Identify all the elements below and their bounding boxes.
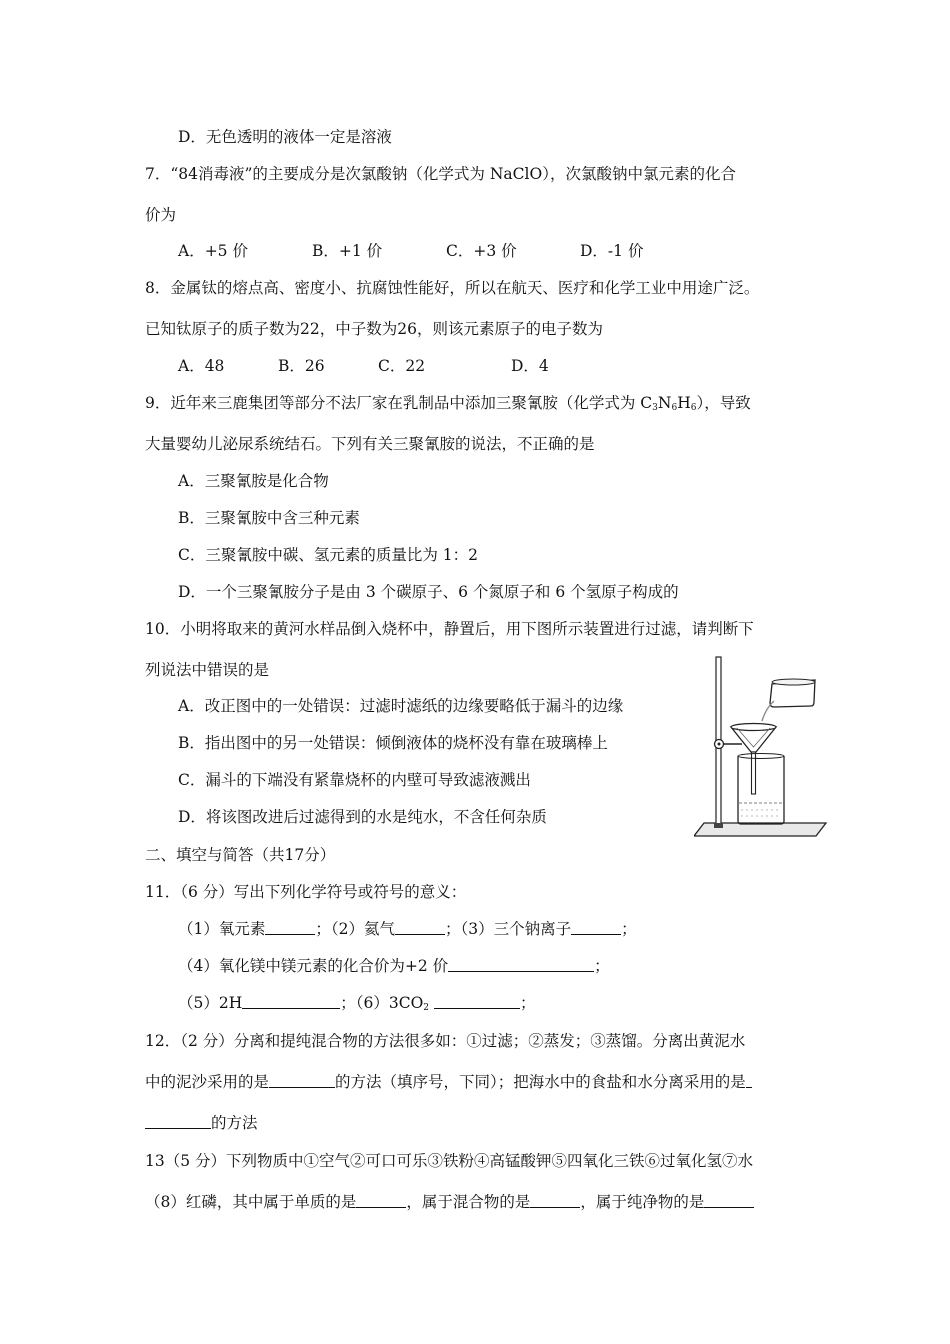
q9-option-a: A．三聚氰胺是化合物	[178, 472, 329, 490]
section-2-title: 二、填空与简答（共17分）	[145, 846, 336, 864]
q10-option-d: D．将该图改进后过滤得到的水是纯水，不含任何杂质	[178, 808, 547, 826]
q8-stem-line1: 8．金属钛的熔点高、密度小、抗腐蚀性能好，所以在航天、医疗和化学工业中用途广泛。	[145, 279, 760, 297]
q8-stem-line2: 已知钛原子的质子数为22，中子数为26，则该元素原子的电子数为	[145, 320, 603, 338]
q11-blank-4[interactable]	[448, 957, 594, 972]
q13-blank-3[interactable]	[704, 1193, 754, 1208]
q11-blank-2[interactable]	[395, 920, 445, 935]
q10-option-a: A．改正图中的一处错误：过滤时滤纸的边缘要略低于漏斗的边缘	[178, 697, 624, 715]
q9-stem-line1: 9．近年来三鹿集团等部分不法厂家在乳制品中添加三聚氰胺（化学式为 $C_3N_6H_6$），导致	[145, 394, 751, 413]
filtration-apparatus-figure	[694, 653, 829, 843]
q10-stem-line2: 列说法中错误的是	[145, 661, 270, 679]
q12-blank-1[interactable]	[269, 1073, 335, 1088]
q13-line2: （8）红磷，其中属于单质的是 ，属于混合物的是 ，属于纯净物的是	[145, 1192, 754, 1212]
q7-options	[178, 241, 643, 261]
q7-option-a: A．+5 价	[178, 242, 248, 260]
q13-line1: 13（5 分）下列物质中①空气②可口可乐③铁粉④高锰酸钾⑤四氧化三铁⑥过氧化氢⑦水	[145, 1152, 754, 1170]
q13-blank-2[interactable]	[530, 1193, 580, 1208]
q11-line3: （5）2H ；$(6)3CO_2$ ；	[178, 994, 536, 1013]
q8-option-c: C．22	[378, 357, 426, 375]
q10-stem-line1: 10．小明将取来的黄河水样品倒入烧杯中，静置后，用下图所示装置进行过滤，请判断下	[145, 620, 754, 638]
q12-blank-2-end[interactable]	[145, 1114, 211, 1129]
q9-stem-line2: 大量婴幼儿泌尿系统结石。下列有关三聚氰胺的说法，不正确的是	[145, 435, 595, 453]
q12-line3: 的方法	[145, 1113, 258, 1133]
q7-stem-line2: 价为	[145, 206, 177, 224]
q7-option-c: C．+3 价	[446, 242, 517, 260]
q7-option-d: D．-1 价	[580, 242, 644, 260]
q12-line1: 12．（2 分）分离和提纯混合物的方法很多如：①过滤；②蒸发；③蒸馏。分离出黄泥水	[145, 1032, 746, 1050]
q11-line1: （1）氧元素 ；（2）氦气 ；（3）三个钠离子 ；	[178, 920, 637, 938]
q8-options	[178, 356, 549, 376]
q13-blank-1[interactable]	[356, 1193, 406, 1208]
q9-option-b: B．三聚氰胺中含三种元素	[178, 509, 360, 527]
q12-blank-2-start[interactable]	[746, 1073, 752, 1088]
q9-option-d: D．一个三聚氰胺分子是由 3 个碳原子、6 个氮原子和 6 个氢原子构成的	[178, 583, 679, 601]
q11-blank-6[interactable]	[434, 994, 520, 1009]
q11-blank-1[interactable]	[265, 920, 315, 935]
q11-line2: （4）氧化镁中镁元素的化合价为+2 价 ；	[178, 957, 610, 975]
q8-option-d: D．4	[511, 357, 549, 375]
q6-option-d: D．无色透明的液体一定是溶液	[178, 128, 392, 146]
q9-option-c: C．三聚氰胺中碳、氢元素的质量比为 1：2	[178, 546, 479, 564]
q8-option-a: A．48	[178, 357, 225, 375]
q7-option-b: B．+1 价	[312, 242, 383, 260]
q7-stem-line1: 7．“84消毒液”的主要成分是次氯酸钠（化学式为 NaClO），次氯酸钠中氯元素的化合	[145, 165, 736, 183]
q12-line2: 中的泥沙采用的是 的方法（填序号，下同）；把海水中的食盐和水分离采用的是	[145, 1072, 752, 1092]
q10-option-b: B．指出图中的另一处错误：倾倒液体的烧杯没有靠在玻璃棒上	[178, 734, 608, 752]
q8-option-b: B．26	[278, 357, 325, 375]
q11-blank-5[interactable]	[242, 994, 340, 1009]
q11-stem: 11．（6 分）写出下列化学符号或符号的意义：	[145, 883, 467, 901]
q11-blank-3[interactable]	[571, 920, 621, 935]
q10-option-c: C．漏斗的下端没有紧靠烧杯的内壁可导致滤液溅出	[178, 771, 531, 789]
